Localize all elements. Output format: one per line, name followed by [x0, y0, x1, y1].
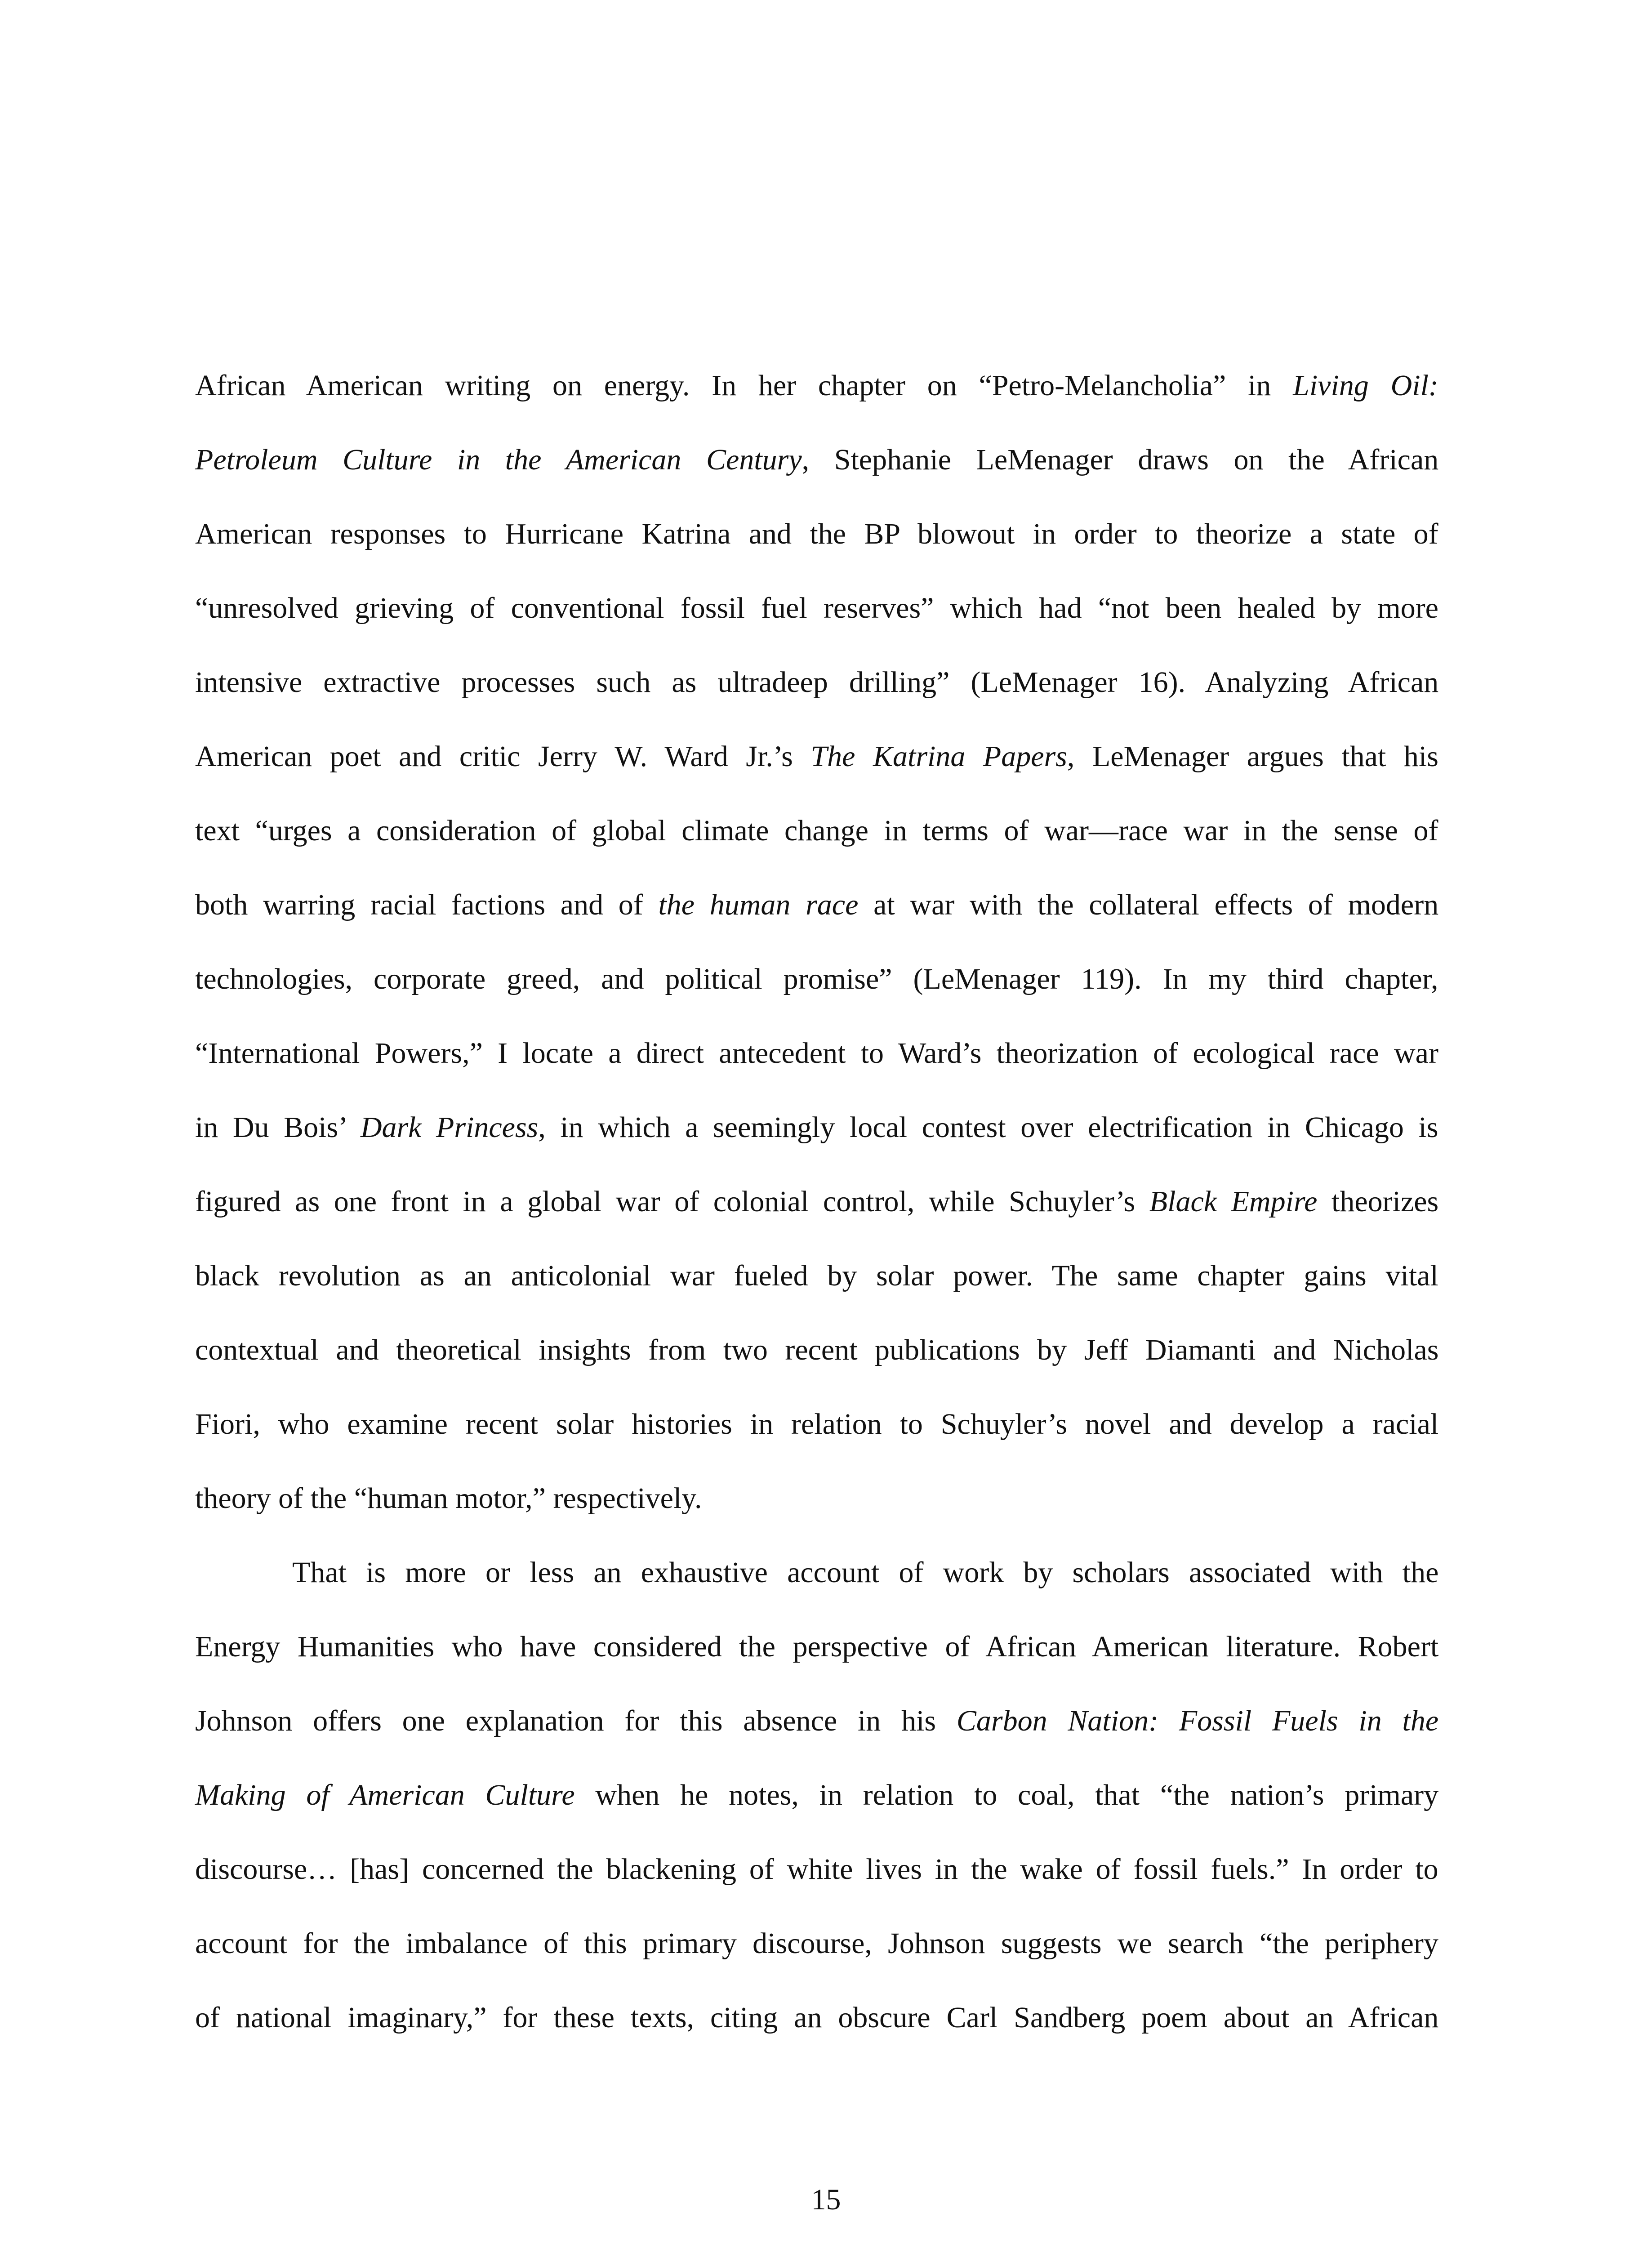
- italic-title: Living Oil:: [1293, 369, 1438, 402]
- text-run: discourse… [has] concerned the blackening of white lives in the wake of fossil fuels.” In order to: [195, 1853, 1438, 1886]
- text-run: African American writing on energy. In her chapter on “Petro-Melancholia” in: [195, 369, 1293, 402]
- italic-title: Making of American Culture: [195, 1779, 575, 1811]
- text-run: both warring racial factions and of: [195, 888, 659, 921]
- text-run: figured as one front in a global war of colonial control, while Schuyler’s: [195, 1185, 1149, 1218]
- text-line: [195, 961, 1438, 997]
- paragraph-first-line: [292, 1555, 1438, 1591]
- text-line: [195, 516, 1438, 552]
- text-line: [195, 1926, 1438, 1962]
- text-run: at war with the collateral effects of modern: [858, 888, 1439, 921]
- text-run: “International Powers,” I locate a direct antecedent to Ward’s theorization of ecological race war: [195, 1037, 1438, 1070]
- text-run: American responses to Hurricane Katrina and the BP blowout in order to theorize a state of: [195, 517, 1438, 550]
- text-line: [195, 1110, 1438, 1146]
- text-run: text “urges a consideration of global climate change in terms of war—race war in the sense of: [195, 814, 1438, 847]
- text-run: That is more or less an exhaustive account of work by scholars associated with the: [292, 1556, 1439, 1589]
- text-line: [195, 1332, 1438, 1368]
- text-run: “unresolved grieving of conventional fossil fuel reserves” which had “not been healed by more: [195, 592, 1438, 624]
- text-run: Fiori, who examine recent solar histories in relation to Schuyler’s novel and develop a racial: [195, 1408, 1439, 1441]
- text-run: account for the imbalance of this primary discourse, Johnson suggests we search “the periphery: [195, 1927, 1438, 1960]
- text-line: [195, 590, 1438, 626]
- italic-emphasis: the human race: [658, 888, 859, 921]
- text-line: [195, 739, 1438, 775]
- text-line: [195, 1777, 1438, 1813]
- text-line: [195, 1406, 1438, 1442]
- text-run: when he notes, in relation to coal, that “the nation’s primary: [574, 1779, 1439, 1811]
- text-run: theory of the “human motor,” respectively.: [195, 1482, 702, 1515]
- text-run: Energy Humanities who have considered the perspective of African American literature. Robert: [195, 1630, 1439, 1663]
- text-line: [195, 813, 1438, 849]
- text-line: [195, 887, 1438, 923]
- italic-title: Carbon Nation: Fossil Fuels in the: [956, 1704, 1439, 1737]
- text-line: [195, 1851, 1438, 1887]
- text-run: in Du Bois’: [195, 1111, 361, 1144]
- italic-title: Dark Princess: [360, 1111, 539, 1144]
- text-line: [195, 1258, 1438, 1294]
- text-line: [195, 1184, 1438, 1220]
- text-line: [195, 1481, 702, 1517]
- text-run: Johnson offers one explanation for this absence in his: [195, 1704, 957, 1737]
- italic-title: The Katrina Papers: [810, 740, 1067, 773]
- text-run: American poet and critic Jerry W. Ward Jr.’s: [195, 740, 811, 773]
- text-line: [195, 442, 1438, 478]
- text-run: theorizes: [1317, 1185, 1439, 1218]
- text-run: intensive extractive processes such as ultradeep drilling” (LeMenager 16). Analyzing African: [195, 666, 1439, 699]
- text-line: [195, 665, 1438, 700]
- text-run: contextual and theoretical insights from two recent publications by Jeff Diamanti and Nicholas: [195, 1334, 1439, 1366]
- italic-title: Black Empire: [1149, 1185, 1318, 1218]
- text-line: [195, 1629, 1438, 1665]
- text-run: , Stephanie LeMenager draws on the African: [802, 443, 1439, 476]
- text-run: , in which a seemingly local contest over electrification in Chicago is: [538, 1111, 1438, 1144]
- text-run: black revolution as an anticolonial war fueled by solar power. The same chapter gains vital: [195, 1259, 1438, 1292]
- text-line: [195, 2000, 1438, 2036]
- italic-title: Petroleum Culture in the American Century: [195, 443, 802, 476]
- text-run: of national imaginary,” for these texts, citing an obscure Carl Sandberg poem about an African: [195, 2001, 1439, 2034]
- text-line: [195, 1035, 1438, 1071]
- text-line: [195, 368, 1438, 404]
- text-run: , LeMenager argues that his: [1067, 740, 1438, 773]
- text-line: [195, 1703, 1438, 1739]
- page-number: 15: [811, 2183, 841, 2216]
- text-run: technologies, corporate greed, and political promise” (LeMenager 119). In my third chapter,: [195, 963, 1438, 995]
